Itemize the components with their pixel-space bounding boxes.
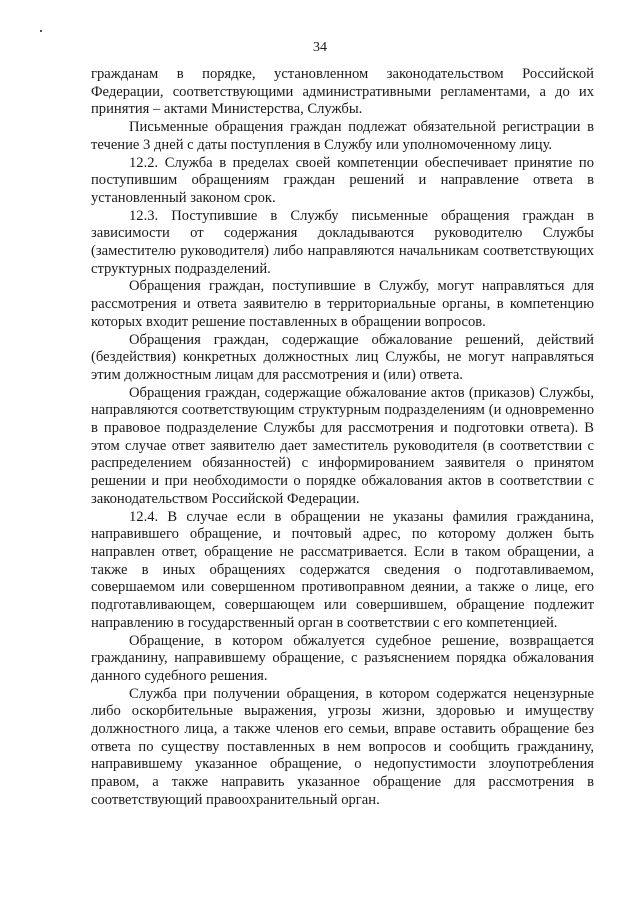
- scan-speck: [40, 30, 42, 32]
- paragraph: гражданам в порядке, установленном законодательством Российской Федерации, соответствующими административными регламентами, а до их принятия – актами Министерства, Службы.: [91, 66, 594, 118]
- page-number: 34: [313, 40, 327, 55]
- paragraph-clause-12-3: 12.3. Поступившие в Службу письменные обращения граждан в зависимости от содержания докладываются руководителю Службы (заместителю руководителя) либо направляются начальникам соответствующих структурных подразделений.: [91, 207, 594, 277]
- body-text: [91, 66, 594, 810]
- paragraph-clause-12-4: 12.4. В случае если в обращении не указаны фамилия гражданина, направившего обращение, и почтовый адрес, по которому должен быть направлен ответ, обращение не рассматривается. Если в таком обращении, а также в иных обращениях содержатся сведения о подготавливаемом, совершаемом или совершенном противоправном деянии, а также о лице, его подготавливающем, совершающем или совершившем, обращение подлежит направлению в государственный орган в соответствии с его компетенцией.: [91, 508, 594, 631]
- paragraph: Обращения граждан, содержащие обжалование актов (приказов) Службы, направляются соответствующим структурным подразделениям (и одновременно в правовое подразделение Службы для рассмотрения и подготовки ответа). В этом случае ответ заявителю дает заместитель руководителя (в соответствии с распределением обязанностей) с информированием заявителя о принятом решении и при необходимости о порядке обжалования актов в соответствии с законодательством Российской Федерации.: [91, 384, 594, 507]
- paragraph: Обращения граждан, поступившие в Службу, могут направляться для рассмотрения и ответа заявителю в территориальные органы, в компетенцию которых входит решение поставленных в обращении вопросов.: [91, 278, 594, 330]
- paragraph: Письменные обращения граждан подлежат обязательной регистрации в течение 3 дней с даты поступления в Службу или уполномоченному лицу.: [91, 119, 594, 153]
- paragraph: Обращения граждан, содержащие обжалование решений, действий (бездействия) конкретных должностных лиц Службы, не могут направляться этим должностным лицам для рассмотрения и (или) ответа.: [91, 331, 594, 383]
- paragraph: Служба при получении обращения, в котором содержатся нецензурные либо оскорбительные выражения, угрозы жизни, здоровью и имуществу должностного лица, а также членов его семьи, вправе оставить обращение без ответа по существу поставленных в нем вопросов и сообщить гражданину, направившему указанное обращение, о недопустимости злоупотребления правом, а также направить указанное обращение для рассмотрения в соответствующий правоохранительный орган.: [91, 685, 594, 808]
- paragraph-clause-12-2: 12.2. Служба в пределах своей компетенции обеспечивает принятие по поступившим обращениям граждан решений и направление ответа в установленный законом срок.: [91, 154, 594, 206]
- paragraph: Обращение, в котором обжалуется судебное решение, возвращается гражданину, направившему обращение, с разъяснением порядка обжалования данного судебного решения.: [91, 632, 594, 684]
